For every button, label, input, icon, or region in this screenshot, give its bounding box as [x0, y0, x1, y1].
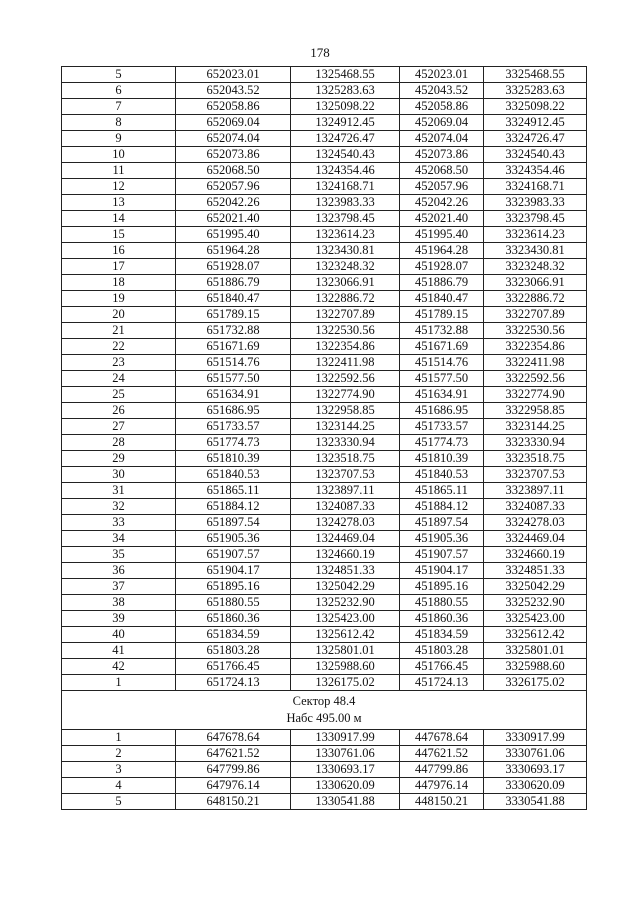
y-coordinate-cell: 1323066.91	[291, 275, 400, 291]
y-coordinate-cell: 1324469.04	[291, 531, 400, 547]
table-row	[62, 339, 587, 355]
y-coordinate-cell: 1325468.55	[291, 67, 400, 83]
x-coordinate-cell: 651897.54	[176, 515, 291, 531]
x-local-cell: 451995.40	[400, 227, 484, 243]
y-local-cell: 3323707.53	[484, 467, 587, 483]
x-local-cell: 452074.04	[400, 131, 484, 147]
point-number-cell: 23	[62, 355, 176, 371]
x-local-cell: 451886.79	[400, 275, 484, 291]
point-number-cell: 2	[62, 746, 176, 762]
y-local-cell: 3330693.17	[484, 762, 587, 778]
table-row	[62, 451, 587, 467]
y-local-cell: 3322530.56	[484, 323, 587, 339]
y-local-cell: 3323983.33	[484, 195, 587, 211]
y-coordinate-cell: 1325283.63	[291, 83, 400, 99]
x-coordinate-cell: 651840.53	[176, 467, 291, 483]
y-coordinate-cell: 1325098.22	[291, 99, 400, 115]
point-number-cell: 6	[62, 83, 176, 99]
y-coordinate-cell: 1324278.03	[291, 515, 400, 531]
y-local-cell: 3322707.89	[484, 307, 587, 323]
point-number-cell: 1	[62, 675, 176, 691]
x-coordinate-cell: 651514.76	[176, 355, 291, 371]
y-coordinate-cell: 1323430.81	[291, 243, 400, 259]
table-row	[62, 547, 587, 563]
table-row	[62, 259, 587, 275]
y-coordinate-cell: 1322707.89	[291, 307, 400, 323]
table-row	[62, 67, 587, 83]
point-number-cell: 24	[62, 371, 176, 387]
x-coordinate-cell: 651724.13	[176, 675, 291, 691]
y-local-cell: 3322354.86	[484, 339, 587, 355]
point-number-cell: 20	[62, 307, 176, 323]
y-coordinate-cell: 1325612.42	[291, 627, 400, 643]
x-coordinate-cell: 652023.01	[176, 67, 291, 83]
y-local-cell: 3325801.01	[484, 643, 587, 659]
x-local-cell: 451907.57	[400, 547, 484, 563]
y-coordinate-cell: 1324726.47	[291, 131, 400, 147]
y-coordinate-cell: 1325423.00	[291, 611, 400, 627]
point-number-cell: 5	[62, 67, 176, 83]
x-local-cell: 451860.36	[400, 611, 484, 627]
table-row	[62, 730, 587, 746]
y-coordinate-cell: 1330761.06	[291, 746, 400, 762]
x-coordinate-cell: 652068.50	[176, 163, 291, 179]
x-local-cell: 452021.40	[400, 211, 484, 227]
y-coordinate-cell: 1322592.56	[291, 371, 400, 387]
x-coordinate-cell: 651810.39	[176, 451, 291, 467]
y-coordinate-cell: 1323798.45	[291, 211, 400, 227]
y-local-cell: 3323798.45	[484, 211, 587, 227]
y-coordinate-cell: 1324354.46	[291, 163, 400, 179]
table-row	[62, 435, 587, 451]
x-coordinate-cell: 647621.52	[176, 746, 291, 762]
point-number-cell: 4	[62, 778, 176, 794]
y-local-cell: 3324912.45	[484, 115, 587, 131]
point-number-cell: 38	[62, 595, 176, 611]
point-number-cell: 40	[62, 627, 176, 643]
x-coordinate-cell: 652058.86	[176, 99, 291, 115]
y-local-cell: 3323066.91	[484, 275, 587, 291]
x-coordinate-cell: 647678.64	[176, 730, 291, 746]
sector-header-row	[62, 691, 587, 730]
sector-title: Сектор 48.4	[292, 694, 356, 708]
table-row	[62, 291, 587, 307]
y-local-cell: 3323144.25	[484, 419, 587, 435]
x-local-cell: 452058.86	[400, 99, 484, 115]
table-row	[62, 83, 587, 99]
x-local-cell: 451789.15	[400, 307, 484, 323]
y-coordinate-cell: 1330541.88	[291, 794, 400, 810]
x-coordinate-cell: 651733.57	[176, 419, 291, 435]
coordinates-table-body	[62, 67, 587, 810]
point-number-cell: 8	[62, 115, 176, 131]
y-coordinate-cell: 1323614.23	[291, 227, 400, 243]
point-number-cell: 42	[62, 659, 176, 675]
x-coordinate-cell: 652073.86	[176, 147, 291, 163]
point-number-cell: 35	[62, 547, 176, 563]
y-local-cell: 3323897.11	[484, 483, 587, 499]
y-local-cell: 3323430.81	[484, 243, 587, 259]
point-number-cell: 28	[62, 435, 176, 451]
x-local-cell: 451928.07	[400, 259, 484, 275]
x-local-cell: 451834.59	[400, 627, 484, 643]
point-number-cell: 3	[62, 762, 176, 778]
point-number-cell: 26	[62, 403, 176, 419]
table-row	[62, 762, 587, 778]
table-row	[62, 131, 587, 147]
x-coordinate-cell: 651884.12	[176, 499, 291, 515]
y-coordinate-cell: 1323707.53	[291, 467, 400, 483]
table-row	[62, 387, 587, 403]
x-coordinate-cell: 651886.79	[176, 275, 291, 291]
point-number-cell: 41	[62, 643, 176, 659]
point-number-cell: 32	[62, 499, 176, 515]
point-number-cell: 15	[62, 227, 176, 243]
x-coordinate-cell: 651964.28	[176, 243, 291, 259]
y-coordinate-cell: 1322958.85	[291, 403, 400, 419]
x-local-cell: 451766.45	[400, 659, 484, 675]
y-local-cell: 3322958.85	[484, 403, 587, 419]
y-local-cell: 3330541.88	[484, 794, 587, 810]
table-row	[62, 163, 587, 179]
x-coordinate-cell: 652042.26	[176, 195, 291, 211]
table-row	[62, 643, 587, 659]
y-local-cell: 3330917.99	[484, 730, 587, 746]
point-number-cell: 1	[62, 730, 176, 746]
x-local-cell: 451774.73	[400, 435, 484, 451]
x-local-cell: 451577.50	[400, 371, 484, 387]
x-local-cell: 451897.54	[400, 515, 484, 531]
table-row	[62, 579, 587, 595]
table-row	[62, 515, 587, 531]
x-coordinate-cell: 652021.40	[176, 211, 291, 227]
y-coordinate-cell: 1323248.32	[291, 259, 400, 275]
x-local-cell: 451810.39	[400, 451, 484, 467]
y-local-cell: 3325042.29	[484, 579, 587, 595]
table-row	[62, 611, 587, 627]
x-coordinate-cell: 651577.50	[176, 371, 291, 387]
x-coordinate-cell: 651928.07	[176, 259, 291, 275]
y-coordinate-cell: 1322354.86	[291, 339, 400, 355]
x-coordinate-cell: 647976.14	[176, 778, 291, 794]
x-local-cell: 451840.47	[400, 291, 484, 307]
table-row	[62, 403, 587, 419]
x-local-cell: 452042.26	[400, 195, 484, 211]
y-coordinate-cell: 1325801.01	[291, 643, 400, 659]
x-local-cell: 451733.57	[400, 419, 484, 435]
x-local-cell: 451840.53	[400, 467, 484, 483]
y-local-cell: 3325988.60	[484, 659, 587, 675]
table-row	[62, 227, 587, 243]
point-number-cell: 19	[62, 291, 176, 307]
point-number-cell: 14	[62, 211, 176, 227]
table-row	[62, 179, 587, 195]
x-local-cell: 452043.52	[400, 83, 484, 99]
y-local-cell: 3324087.33	[484, 499, 587, 515]
y-local-cell: 3322411.98	[484, 355, 587, 371]
x-coordinate-cell: 651634.91	[176, 387, 291, 403]
y-coordinate-cell: 1322886.72	[291, 291, 400, 307]
y-local-cell: 3324540.43	[484, 147, 587, 163]
table-row	[62, 794, 587, 810]
table-row	[62, 355, 587, 371]
x-local-cell: 452057.96	[400, 179, 484, 195]
point-number-cell: 33	[62, 515, 176, 531]
table-row	[62, 195, 587, 211]
x-local-cell: 447621.52	[400, 746, 484, 762]
y-local-cell: 3324851.33	[484, 563, 587, 579]
x-local-cell: 451884.12	[400, 499, 484, 515]
y-coordinate-cell: 1324851.33	[291, 563, 400, 579]
y-local-cell: 3325232.90	[484, 595, 587, 611]
y-coordinate-cell: 1330917.99	[291, 730, 400, 746]
x-local-cell: 447976.14	[400, 778, 484, 794]
x-coordinate-cell: 651789.15	[176, 307, 291, 323]
y-coordinate-cell: 1325042.29	[291, 579, 400, 595]
x-coordinate-cell: 652069.04	[176, 115, 291, 131]
y-coordinate-cell: 1323897.11	[291, 483, 400, 499]
table-row	[62, 275, 587, 291]
y-coordinate-cell: 1323983.33	[291, 195, 400, 211]
x-local-cell: 451905.36	[400, 531, 484, 547]
table-row	[62, 467, 587, 483]
x-coordinate-cell: 651865.11	[176, 483, 291, 499]
y-local-cell: 3324354.46	[484, 163, 587, 179]
x-local-cell: 451895.16	[400, 579, 484, 595]
y-coordinate-cell: 1322530.56	[291, 323, 400, 339]
table-row	[62, 243, 587, 259]
y-coordinate-cell: 1322774.90	[291, 387, 400, 403]
point-number-cell: 12	[62, 179, 176, 195]
page-number: 178	[310, 45, 330, 60]
table-row	[62, 211, 587, 227]
point-number-cell: 36	[62, 563, 176, 579]
point-number-cell: 9	[62, 131, 176, 147]
table-row	[62, 778, 587, 794]
x-coordinate-cell: 651880.55	[176, 595, 291, 611]
x-local-cell: 451686.95	[400, 403, 484, 419]
point-number-cell: 39	[62, 611, 176, 627]
y-coordinate-cell: 1323330.94	[291, 435, 400, 451]
y-coordinate-cell: 1324087.33	[291, 499, 400, 515]
x-coordinate-cell: 651671.69	[176, 339, 291, 355]
table-row	[62, 531, 587, 547]
point-number-cell: 13	[62, 195, 176, 211]
x-local-cell: 451880.55	[400, 595, 484, 611]
x-local-cell: 451732.88	[400, 323, 484, 339]
y-coordinate-cell: 1324540.43	[291, 147, 400, 163]
x-local-cell: 447678.64	[400, 730, 484, 746]
y-local-cell: 3330761.06	[484, 746, 587, 762]
y-local-cell: 3325612.42	[484, 627, 587, 643]
y-local-cell: 3326175.02	[484, 675, 587, 691]
point-number-cell: 5	[62, 794, 176, 810]
x-local-cell: 451865.11	[400, 483, 484, 499]
y-coordinate-cell: 1325988.60	[291, 659, 400, 675]
y-local-cell: 3330620.09	[484, 778, 587, 794]
table-row	[62, 371, 587, 387]
table-row	[62, 147, 587, 163]
point-number-cell: 29	[62, 451, 176, 467]
y-local-cell: 3323248.32	[484, 259, 587, 275]
y-coordinate-cell: 1323518.75	[291, 451, 400, 467]
x-coordinate-cell: 651995.40	[176, 227, 291, 243]
x-coordinate-cell: 651840.47	[176, 291, 291, 307]
sector-header	[62, 691, 587, 730]
table-row	[62, 595, 587, 611]
x-coordinate-cell: 651904.17	[176, 563, 291, 579]
x-coordinate-cell: 647799.86	[176, 762, 291, 778]
point-number-cell: 27	[62, 419, 176, 435]
point-number-cell: 31	[62, 483, 176, 499]
x-local-cell: 452068.50	[400, 163, 484, 179]
x-local-cell: 451803.28	[400, 643, 484, 659]
x-local-cell: 448150.21	[400, 794, 484, 810]
y-local-cell: 3324168.71	[484, 179, 587, 195]
y-coordinate-cell: 1325232.90	[291, 595, 400, 611]
y-coordinate-cell: 1323144.25	[291, 419, 400, 435]
point-number-cell: 37	[62, 579, 176, 595]
x-coordinate-cell: 651834.59	[176, 627, 291, 643]
x-coordinate-cell: 648150.21	[176, 794, 291, 810]
x-coordinate-cell: 651895.16	[176, 579, 291, 595]
y-local-cell: 3324278.03	[484, 515, 587, 531]
table-row	[62, 307, 587, 323]
point-number-cell: 7	[62, 99, 176, 115]
y-local-cell: 3322774.90	[484, 387, 587, 403]
y-local-cell: 3322592.56	[484, 371, 587, 387]
y-local-cell: 3324726.47	[484, 131, 587, 147]
x-local-cell: 451724.13	[400, 675, 484, 691]
x-local-cell: 452023.01	[400, 67, 484, 83]
x-coordinate-cell: 651803.28	[176, 643, 291, 659]
y-coordinate-cell: 1330693.17	[291, 762, 400, 778]
x-local-cell: 452069.04	[400, 115, 484, 131]
point-number-cell: 10	[62, 147, 176, 163]
table-row	[62, 483, 587, 499]
point-number-cell: 11	[62, 163, 176, 179]
x-local-cell: 452073.86	[400, 147, 484, 163]
table-row	[62, 675, 587, 691]
x-coordinate-cell: 651860.36	[176, 611, 291, 627]
y-coordinate-cell: 1326175.02	[291, 675, 400, 691]
x-local-cell: 451964.28	[400, 243, 484, 259]
table-row	[62, 115, 587, 131]
y-local-cell: 3322886.72	[484, 291, 587, 307]
x-coordinate-cell: 652043.52	[176, 83, 291, 99]
y-local-cell: 3325423.00	[484, 611, 587, 627]
x-local-cell: 451904.17	[400, 563, 484, 579]
y-local-cell: 3324660.19	[484, 547, 587, 563]
y-coordinate-cell: 1324168.71	[291, 179, 400, 195]
x-local-cell: 451634.91	[400, 387, 484, 403]
y-coordinate-cell: 1324660.19	[291, 547, 400, 563]
point-number-cell: 18	[62, 275, 176, 291]
x-local-cell: 451671.69	[400, 339, 484, 355]
y-local-cell: 3323614.23	[484, 227, 587, 243]
x-coordinate-cell: 651766.45	[176, 659, 291, 675]
table-row	[62, 99, 587, 115]
x-coordinate-cell: 651907.57	[176, 547, 291, 563]
table-row	[62, 419, 587, 435]
point-number-cell: 16	[62, 243, 176, 259]
table-row	[62, 499, 587, 515]
sector-subtitle: Набс 495.00 м	[286, 711, 362, 725]
y-local-cell: 3324469.04	[484, 531, 587, 547]
y-local-cell: 3325283.63	[484, 83, 587, 99]
y-coordinate-cell: 1330620.09	[291, 778, 400, 794]
y-local-cell: 3325098.22	[484, 99, 587, 115]
x-coordinate-cell: 651732.88	[176, 323, 291, 339]
y-local-cell: 3325468.55	[484, 67, 587, 83]
x-coordinate-cell: 651774.73	[176, 435, 291, 451]
table-row	[62, 659, 587, 675]
table-row	[62, 746, 587, 762]
point-number-cell: 30	[62, 467, 176, 483]
x-coordinate-cell: 651905.36	[176, 531, 291, 547]
point-number-cell: 34	[62, 531, 176, 547]
y-local-cell: 3323330.94	[484, 435, 587, 451]
table-row	[62, 563, 587, 579]
point-number-cell: 21	[62, 323, 176, 339]
table-row	[62, 323, 587, 339]
point-number-cell: 22	[62, 339, 176, 355]
table-row	[62, 627, 587, 643]
point-number-cell: 25	[62, 387, 176, 403]
y-coordinate-cell: 1324912.45	[291, 115, 400, 131]
point-number-cell: 17	[62, 259, 176, 275]
x-local-cell: 451514.76	[400, 355, 484, 371]
y-coordinate-cell: 1322411.98	[291, 355, 400, 371]
x-coordinate-cell: 651686.95	[176, 403, 291, 419]
x-local-cell: 447799.86	[400, 762, 484, 778]
y-local-cell: 3323518.75	[484, 451, 587, 467]
coordinates-table	[61, 66, 587, 810]
x-coordinate-cell: 652074.04	[176, 131, 291, 147]
x-coordinate-cell: 652057.96	[176, 179, 291, 195]
